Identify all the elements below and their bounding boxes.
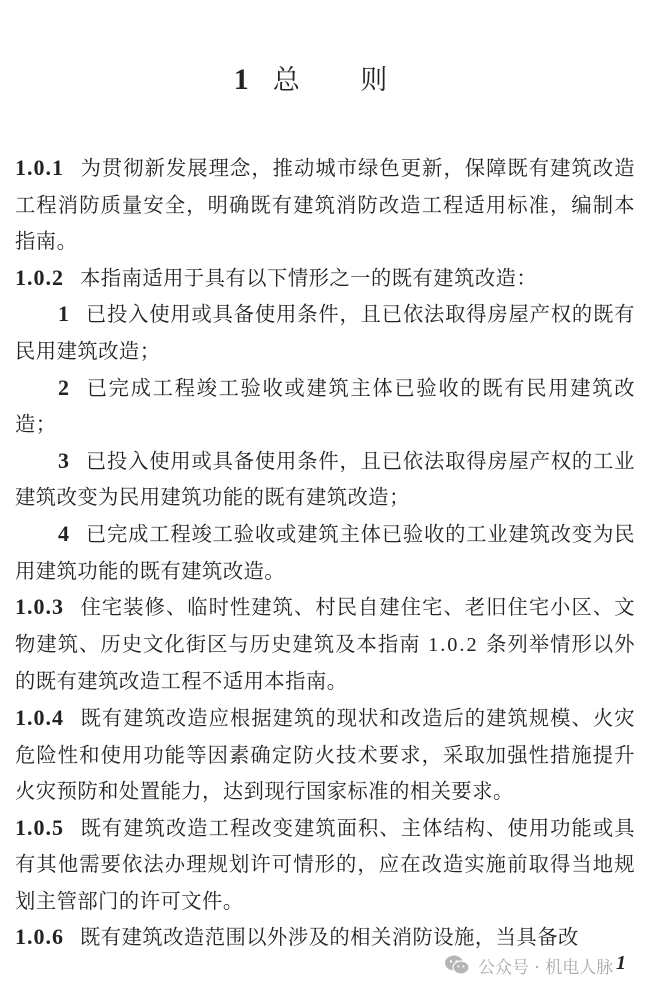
chapter-title — [0, 58, 647, 97]
page-number: 1 — [616, 952, 626, 974]
clause-number: 1.0.6 — [15, 924, 64, 950]
clause-text: 既有建筑改造范围以外涉及的相关消防设施，当具备改 — [80, 925, 579, 950]
clause-number: 1.0.5 — [15, 814, 64, 840]
item-number: 1 — [58, 301, 70, 327]
item-text: 已投入使用或具备使用条件，且已依法取得房屋产权的既有民用建筑改造； — [15, 302, 635, 363]
item-number: 3 — [58, 447, 70, 473]
clause-text: 住宅装修、临时性建筑、村民自建住宅、老旧住宅小区、文物建筑、历史文化街区与历史建筑及本指南 — [15, 595, 635, 656]
item-text: 已完成工程竣工验收或建筑主体已验收的工业建筑改变为民用建筑功能的既有建筑改造。 — [15, 521, 635, 583]
clause-reference: 1.0.2 — [428, 633, 479, 656]
clause-1-0-1 — [15, 150, 635, 260]
clause-text: 本指南适用于具有以下情形之一的既有建筑改造： — [80, 265, 538, 290]
clause-text: 既有建筑改造工程改变建筑面积、主体结构、使用功能或具有其他需要依法办理规划许可情形的，应在改造实施前取得当地规划主管部门的许可文件。 — [15, 815, 635, 913]
clause-1-0-4 — [15, 700, 635, 810]
clause-1-0-6 — [15, 919, 635, 956]
clause-1-0-3 — [15, 589, 635, 700]
list-item — [15, 516, 635, 589]
wechat-icon — [444, 955, 470, 975]
clause-text: 既有建筑改造应根据建筑的现状和改造后的建筑规模、火灾危险性和使用功能等因素确定防火技术要求，采取加强性措施提升火灾预防和处置能力，达到现行国家标准的相关要求。 — [15, 705, 635, 804]
clause-1-0-2 — [15, 260, 635, 297]
clause-number: 1.0.2 — [15, 264, 64, 290]
clause-text: 条列举情形以外的既有建筑改造工程不适用本指南。 — [15, 631, 635, 694]
list-item — [15, 296, 635, 369]
chapter-number: 1 — [233, 63, 251, 96]
document-body — [15, 150, 635, 956]
item-number: 2 — [58, 374, 70, 400]
item-text: 已完成工程竣工验收或建筑主体已验收的既有民用建筑改造； — [15, 375, 635, 437]
watermark-text: 公众号 · 机电人脉 — [478, 957, 614, 978]
clause-text: 为贯彻新发展理念，推动城市绿色更新，保障既有建筑改造工程消防质量安全，明确既有建筑消防改造工程适用标准，编制本指南。 — [15, 156, 635, 254]
chapter-title-text: 总 则 — [272, 65, 414, 96]
list-item — [15, 370, 635, 443]
clause-number: 1.0.1 — [15, 155, 64, 180]
list-item — [15, 443, 635, 516]
item-number: 4 — [58, 520, 70, 546]
item-text: 已投入使用或具备使用条件，且已依法取得房屋产权的工业建筑改变为民用建筑功能的既有建筑改造； — [15, 448, 635, 510]
clause-number: 1.0.4 — [15, 704, 64, 730]
clause-1-0-5 — [15, 810, 635, 920]
clause-number: 1.0.3 — [15, 594, 64, 620]
watermark — [444, 953, 613, 977]
